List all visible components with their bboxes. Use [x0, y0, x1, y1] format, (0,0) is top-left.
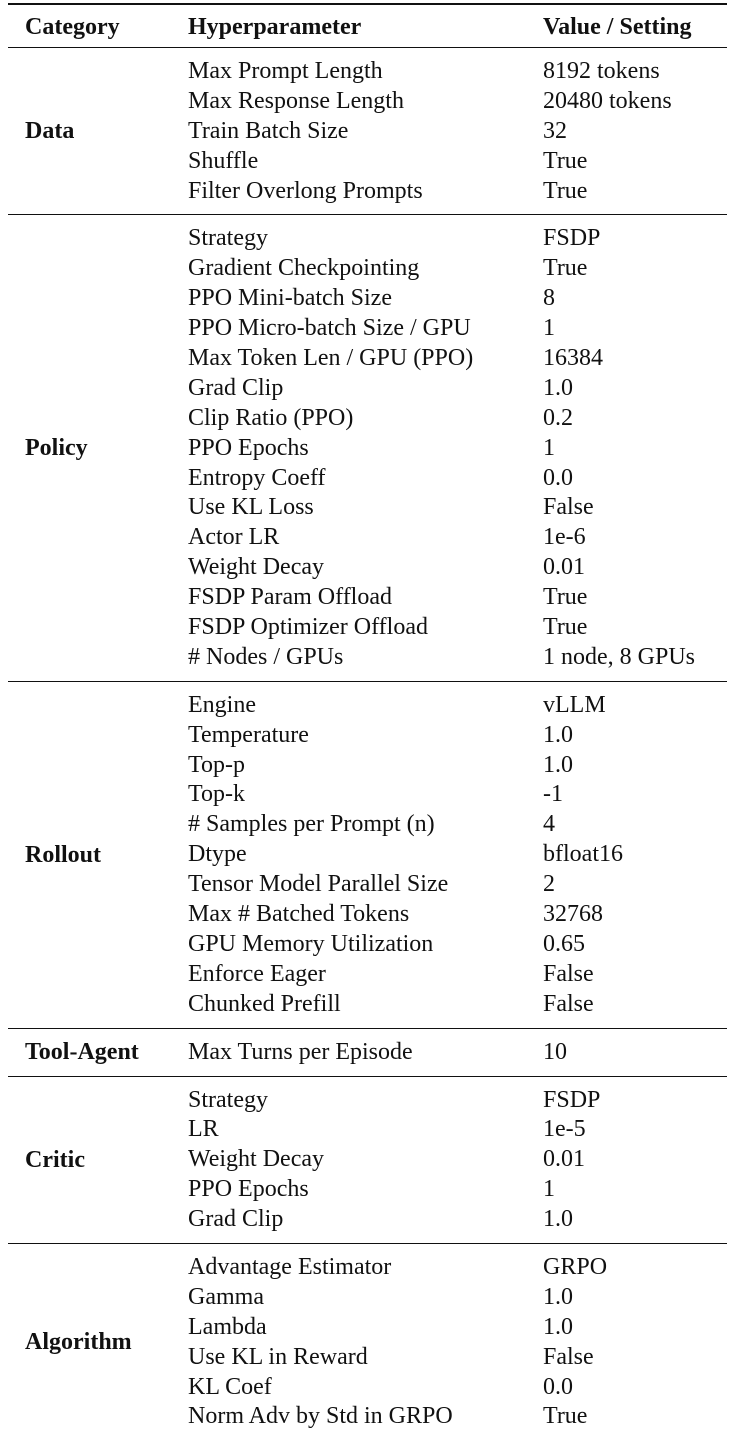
table-row — [8, 1343, 727, 1373]
table-group — [8, 215, 727, 680]
value-cell: 1e-5 — [543, 1116, 586, 1143]
category-label: Critic — [25, 1146, 85, 1173]
table-row — [8, 1175, 727, 1205]
value-cell: FSDP — [543, 225, 601, 252]
hyperparameter-cell: Actor LR — [188, 524, 280, 551]
table-row — [8, 613, 727, 643]
value-cell: 0.0 — [543, 464, 573, 491]
value-cell: 1.0 — [543, 1283, 573, 1310]
table-row — [8, 117, 727, 147]
header-hyperparameter: Hyperparameter — [188, 14, 362, 40]
hyperparameter-cell: Clip Ratio (PPO) — [188, 404, 354, 431]
value-cell: True — [543, 147, 588, 174]
header-value: Value / Setting — [543, 14, 692, 40]
value-cell: 1 node, 8 GPUs — [543, 643, 696, 670]
hyperparameter-cell: PPO Mini-batch Size — [188, 285, 392, 312]
value-cell: 10 — [543, 1038, 567, 1065]
value-cell: 8192 tokens — [543, 58, 660, 84]
table-row — [8, 404, 727, 434]
hyperparameter-cell: Advantage Estimator — [188, 1253, 392, 1280]
table-row — [8, 990, 727, 1020]
value-cell: False — [543, 960, 594, 987]
value-cell: False — [543, 1343, 594, 1370]
table-row — [8, 1145, 727, 1175]
table-row — [8, 1373, 727, 1403]
table-row — [8, 464, 727, 494]
table-row — [8, 177, 727, 207]
hyperparameter-cell: PPO Epochs — [188, 1176, 309, 1203]
table-row — [8, 1086, 727, 1116]
hyperparameter-cell: KL Coef — [188, 1373, 272, 1400]
value-cell: 1.0 — [543, 751, 573, 778]
table-group — [8, 1029, 727, 1076]
table-row — [8, 493, 727, 523]
hyperparameter-cell: Strategy — [188, 225, 268, 252]
hyperparameter-cell: Use KL in Reward — [188, 1343, 368, 1370]
value-cell: 1 — [543, 434, 555, 461]
table-row — [8, 224, 727, 254]
hyperparameter-cell: Dtype — [188, 841, 247, 868]
value-cell: bfloat16 — [543, 841, 623, 868]
table-row — [8, 344, 727, 374]
hyperparameter-cell: Max Response Length — [188, 87, 404, 114]
value-cell: 1.0 — [543, 721, 573, 748]
category-label: Policy — [25, 435, 88, 462]
hyperparameter-cell: Chunked Prefill — [188, 990, 341, 1017]
hyperparameter-cell: Gamma — [188, 1283, 264, 1310]
value-cell: False — [543, 494, 594, 521]
table-group — [8, 1077, 727, 1243]
table-row — [8, 721, 727, 751]
value-cell: 8 — [543, 285, 555, 312]
value-cell: True — [543, 584, 588, 611]
hyperparameter-cell: # Samples per Prompt (n) — [188, 811, 435, 838]
value-cell: FSDP — [543, 1086, 601, 1113]
hyperparameter-cell: Max Prompt Length — [188, 58, 383, 84]
table-row — [8, 374, 727, 404]
table-row — [8, 1115, 727, 1145]
table-row — [8, 840, 727, 870]
table-row — [8, 553, 727, 583]
hyperparameter-cell: Max Turns per Episode — [188, 1038, 413, 1065]
hyperparameter-cell: Filter Overlong Prompts — [188, 177, 423, 204]
header-category: Category — [25, 14, 120, 40]
table-row — [8, 87, 727, 117]
hyperparameter-cell: PPO Micro-batch Size / GPU — [188, 315, 471, 342]
table-row — [8, 523, 727, 553]
hyperparameter-cell: Grad Clip — [188, 1206, 284, 1233]
table-header — [8, 5, 727, 47]
table-row — [8, 751, 727, 781]
hyperparameter-cell: Tensor Model Parallel Size — [188, 871, 449, 898]
hyperparameter-cell: LR — [188, 1116, 219, 1143]
value-cell: 1e-6 — [543, 524, 586, 551]
category-label: Data — [25, 118, 75, 145]
table-row — [8, 284, 727, 314]
table-row — [8, 1253, 727, 1283]
table-row — [8, 1313, 727, 1343]
table-body — [8, 47, 727, 1440]
table-row — [8, 810, 727, 840]
hyperparameter-cell: Weight Decay — [188, 1146, 325, 1173]
table-row — [8, 960, 727, 990]
table-row — [8, 930, 727, 960]
table-row — [8, 57, 727, 87]
hyperparameter-cell: Gradient Checkpointing — [188, 255, 420, 282]
hyperparameter-cell: Strategy — [188, 1086, 268, 1113]
hyperparameter-cell: PPO Epochs — [188, 434, 309, 461]
table-row — [8, 780, 727, 810]
table-row — [8, 583, 727, 613]
table-row — [8, 900, 727, 930]
table-group — [8, 1244, 727, 1440]
hyperparameter-cell: Enforce Eager — [188, 960, 326, 987]
value-cell: vLLM — [543, 691, 606, 718]
table-row — [8, 1283, 727, 1313]
value-cell: True — [543, 255, 588, 282]
value-cell: 0.2 — [543, 404, 573, 431]
hyperparameter-cell: Lambda — [188, 1313, 267, 1340]
value-cell: 2 — [543, 871, 555, 898]
hyperparameter-cell: FSDP Optimizer Offload — [188, 614, 428, 641]
value-cell: 32768 — [543, 901, 603, 928]
hyperparameter-cell: GPU Memory Utilization — [188, 930, 434, 957]
table-row — [8, 643, 727, 673]
hyperparameter-cell: Shuffle — [188, 147, 259, 174]
category-label: Rollout — [25, 841, 102, 868]
value-cell: 32 — [543, 117, 567, 144]
hyperparameter-cell: Temperature — [188, 721, 309, 748]
table-row — [8, 691, 727, 721]
value-cell: 0.0 — [543, 1373, 573, 1400]
hyperparameter-cell: Norm Adv by Std in GRPO — [188, 1403, 453, 1430]
value-cell: 1.0 — [543, 1313, 573, 1340]
table-group — [8, 682, 727, 1028]
value-cell: 16384 — [543, 345, 603, 372]
value-cell: 1.0 — [543, 1206, 573, 1233]
hyperparameter-cell: FSDP Param Offload — [188, 584, 392, 611]
value-cell: True — [543, 1403, 588, 1430]
table-row — [8, 314, 727, 344]
value-cell: True — [543, 177, 588, 204]
hyperparameter-cell: Engine — [188, 691, 256, 718]
hyperparameter-cell: Top-p — [188, 751, 245, 778]
hyperparameter-cell: Use KL Loss — [188, 494, 314, 521]
value-cell: GRPO — [543, 1253, 608, 1280]
table-row — [8, 1038, 727, 1068]
value-cell: 1.0 — [543, 374, 573, 401]
table-row — [8, 1402, 727, 1432]
hyperparameter-cell: Max Token Len / GPU (PPO) — [188, 345, 474, 372]
table-row — [8, 434, 727, 464]
table-group — [8, 48, 727, 214]
value-cell: 20480 tokens — [543, 87, 672, 114]
value-cell: 1 — [543, 315, 555, 342]
value-cell: 4 — [543, 811, 555, 838]
value-cell: True — [543, 614, 588, 641]
value-cell: 1 — [543, 1176, 555, 1203]
table-row — [8, 254, 727, 284]
hyperparameter-cell: # Nodes / GPUs — [188, 643, 344, 670]
category-label: Algorithm — [25, 1329, 132, 1356]
hyperparameter-cell: Weight Decay — [188, 554, 325, 581]
category-label: Tool-Agent — [25, 1039, 139, 1066]
hyperparameter-cell: Train Batch Size — [188, 117, 349, 144]
table-row — [8, 870, 727, 900]
value-cell: -1 — [543, 781, 563, 808]
hyperparameter-cell: Grad Clip — [188, 374, 284, 401]
hyperparameter-cell: Top-k — [188, 781, 245, 808]
value-cell: 0.01 — [543, 554, 585, 581]
table-row — [8, 147, 727, 177]
value-cell: 0.65 — [543, 930, 585, 957]
value-cell: False — [543, 990, 594, 1017]
value-cell: 0.01 — [543, 1146, 585, 1173]
hyperparameter-cell: Entropy Coeff — [188, 464, 326, 491]
table-row — [8, 1205, 727, 1235]
hyperparameter-table — [8, 3, 727, 1440]
hyperparameter-cell: Max # Batched Tokens — [188, 901, 410, 928]
